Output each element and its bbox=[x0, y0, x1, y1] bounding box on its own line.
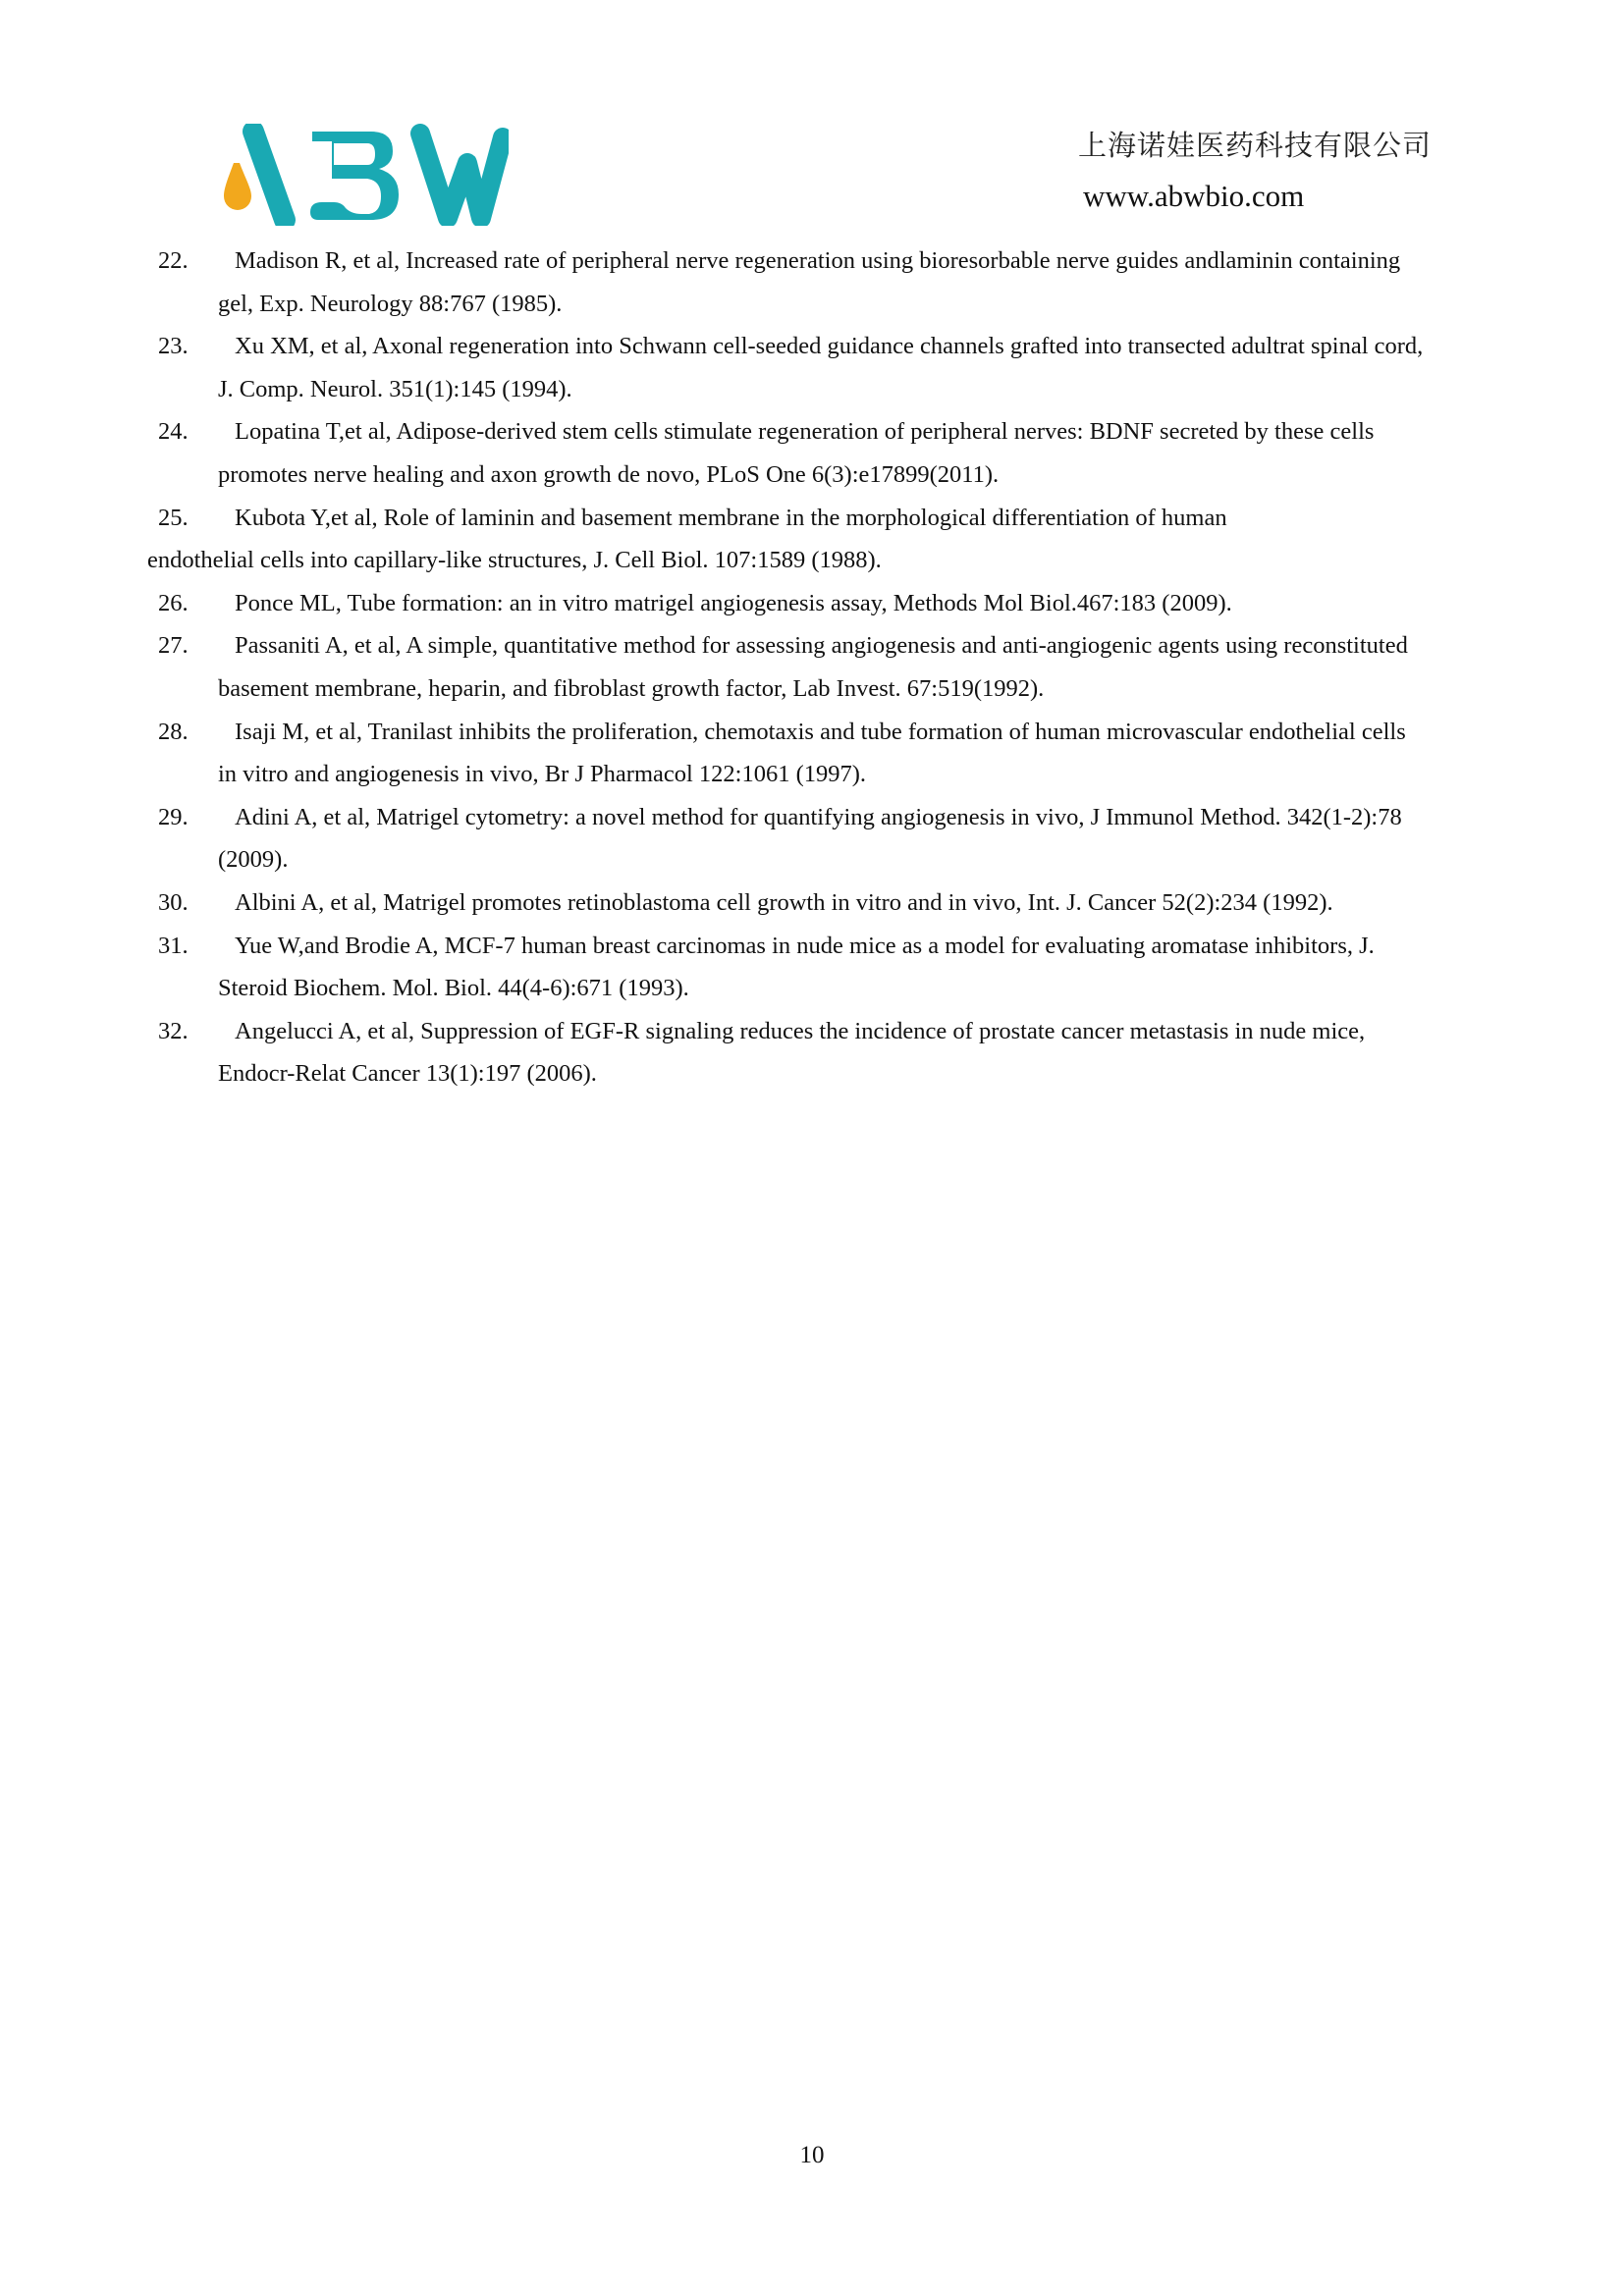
reference-text: Kubota Y,et al, Role of laminin and basement membrane in the morphological differentiation of human bbox=[235, 504, 1227, 531]
reference-number: 30. bbox=[158, 888, 189, 916]
reference-item bbox=[0, 881, 1624, 925]
reference-text: Isaji M, et al, Tranilast inhibits the proliferation, chemotaxis and tube formation of human microvascular endothelial cells bbox=[235, 718, 1406, 745]
reference-text: Angelucci A, et al, Suppression of EGF-R signaling reduces the incidence of prostate cancer metastasis in nude mice, bbox=[235, 1017, 1366, 1044]
reference-text-continued: Steroid Biochem. Mol. Biol. 44(4-6):671 (1993). bbox=[218, 975, 689, 1002]
reference-number: 27. bbox=[158, 632, 189, 660]
reference-item bbox=[0, 1010, 1624, 1095]
reference-text: Lopatina T,et al, Adipose-derived stem cells stimulate regeneration of peripheral nerves: BDNF secreted by these cells bbox=[235, 418, 1375, 446]
reference-number: 25. bbox=[158, 504, 189, 531]
reference-number: 31. bbox=[158, 932, 189, 959]
reference-text-continued: basement membrane, heparin, and fibroblast growth factor, Lab Invest. 67:519(1992). bbox=[218, 674, 1045, 702]
reference-text-continued: promotes nerve healing and axon growth de novo, PLoS One 6(3):e17899(2011). bbox=[218, 460, 1000, 488]
logo-letter-w bbox=[420, 133, 503, 218]
reference-item bbox=[0, 497, 1624, 582]
reference-text: Passaniti A, et al, A simple, quantitative method for assessing angiogenesis and anti-angiogenic agents using reconstituted bbox=[235, 632, 1408, 660]
company-name: 上海诺娃医药科技有限公司 bbox=[1078, 129, 1433, 162]
reference-item bbox=[0, 796, 1624, 881]
reference-text-continued: (2009). bbox=[218, 846, 289, 874]
reference-number: 24. bbox=[158, 418, 189, 446]
reference-text-continued: J. Comp. Neurol. 351(1):145 (1994). bbox=[218, 375, 572, 402]
reference-number: 26. bbox=[158, 589, 189, 616]
reference-item bbox=[0, 240, 1624, 325]
reference-number: 28. bbox=[158, 718, 189, 745]
company-website: www.abwbio.com bbox=[1083, 179, 1305, 213]
reference-item bbox=[0, 325, 1624, 410]
reference-text-continued: gel, Exp. Neurology 88:767 (1985). bbox=[218, 290, 563, 317]
logo-letter-a bbox=[253, 132, 285, 220]
reference-number: 32. bbox=[158, 1017, 189, 1044]
reference-item bbox=[0, 410, 1624, 496]
reference-item bbox=[0, 624, 1624, 710]
reference-number: 23. bbox=[158, 333, 189, 360]
reference-text-continued: Endocr-Relat Cancer 13(1):197 (2006). bbox=[218, 1060, 597, 1088]
reference-number: 22. bbox=[158, 247, 189, 274]
reference-item bbox=[0, 711, 1624, 796]
logo-letter-b bbox=[310, 132, 399, 220]
reference-text: Yue W,and Brodie A, MCF-7 human breast carcinomas in nude mice as a model for evaluating aromatase inhibitors, J. bbox=[235, 932, 1375, 959]
reference-text: Xu XM, et al, Axonal regeneration into Schwann cell-seeded guidance channels grafted into transected adultrat spinal cord, bbox=[235, 333, 1424, 360]
reference-number: 29. bbox=[158, 803, 189, 830]
reference-text-continued: endothelial cells into capillary-like structures, J. Cell Biol. 107:1589 (1988). bbox=[147, 547, 882, 574]
page-number: 10 bbox=[799, 2142, 825, 2168]
reference-text: Ponce ML, Tube formation: an in vitro matrigel angiogenesis assay, Methods Mol Biol.467:183 (2009). bbox=[235, 589, 1232, 616]
reference-text: Albini A, et al, Matrigel promotes retinoblastoma cell growth in vitro and in vivo, Int. J. Cancer 52(2):234 (1992). bbox=[235, 888, 1333, 916]
logo-drop-icon bbox=[224, 163, 251, 210]
reference-text: Adini A, et al, Matrigel cytometry: a novel method for quantifying angiogenesis in vivo, J Immunol Method. 342(1-2):78 bbox=[235, 803, 1402, 830]
abw-logo bbox=[224, 124, 509, 226]
reference-item bbox=[0, 925, 1624, 1010]
reference-list bbox=[0, 240, 1624, 1095]
reference-text-continued: in vitro and angiogenesis in vivo, Br J Pharmacol 122:1061 (1997). bbox=[218, 761, 867, 788]
reference-text: Madison R, et al, Increased rate of peripheral nerve regeneration using bioresorbable nerve guides andlaminin containing bbox=[235, 247, 1401, 274]
reference-item bbox=[0, 582, 1624, 625]
